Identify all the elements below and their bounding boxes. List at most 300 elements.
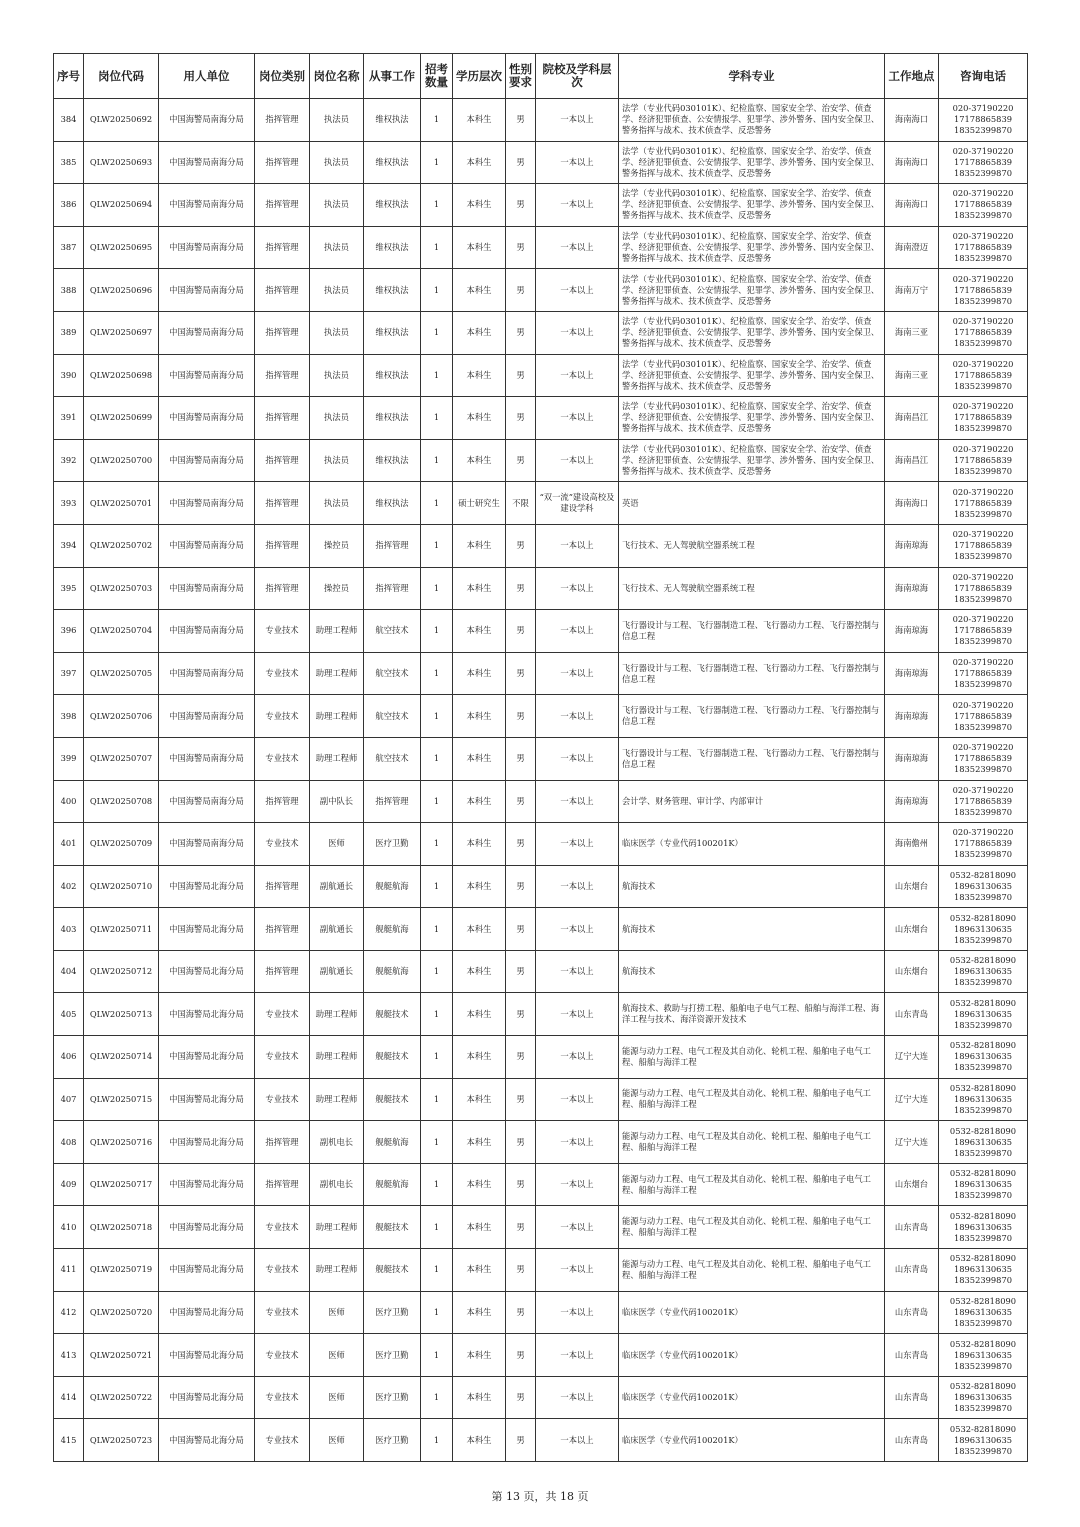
cell-seq: 403 [54,908,84,951]
cell-major: 飞行器设计与工程、飞行器制造工程、飞行器动力工程、飞行器控制与信息工程 [619,610,885,653]
cell-location: 海南琼海 [885,780,939,823]
cell-seq: 394 [54,524,84,567]
cell-phone: 0532-82818090 18963130635 18352399870 [939,1376,1028,1419]
cell-phone: 0532-82818090 18963130635 18352399870 [939,1334,1028,1377]
col-header-education: 学历层次 [453,54,506,99]
cell-seq: 387 [54,226,84,269]
cell-position-name: 操控员 [310,524,364,567]
cell-seq: 410 [54,1206,84,1249]
cell-position-name: 执法员 [310,482,364,525]
cell-employer: 中国海警局南海分局 [159,439,255,482]
cell-work: 维权执法 [364,311,421,354]
table-row [54,865,1028,908]
cell-position-category: 专业技术 [255,993,310,1036]
cell-major: 飞行技术、无人驾驶航空器系统工程 [619,524,885,567]
cell-position-category: 专业技术 [255,1376,310,1419]
cell-position-category: 指挥管理 [255,439,310,482]
cell-position-category: 专业技术 [255,737,310,780]
cell-work: 指挥管理 [364,567,421,610]
cell-position-category: 指挥管理 [255,311,310,354]
cell-school-level: 一本以上 [536,993,619,1036]
cell-education: 本科生 [453,226,506,269]
cell-gender: 男 [506,1036,536,1079]
table-row [54,1163,1028,1206]
table-row [54,1078,1028,1121]
cell-gender: 男 [506,397,536,440]
cell-major: 能源与动力工程、电气工程及其自动化、轮机工程、船舶电子电气工程、船舶与海洋工程 [619,1249,885,1292]
cell-location: 辽宁大连 [885,1078,939,1121]
cell-work: 维权执法 [364,439,421,482]
col-header-employer: 用人单位 [159,54,255,99]
cell-position-code: QLW20250719 [84,1249,159,1292]
cell-education: 本科生 [453,652,506,695]
cell-school-level: 一本以上 [536,1206,619,1249]
cell-position-name: 助理工程师 [310,993,364,1036]
cell-major: 法学（专业代码030101K）、纪检监察、国家安全学、治安学、侦查学、经济犯罪侦查、公安情报学、犯罪学、涉外警务、国内安全保卫、警务指挥与战术、技术侦查学、反恐警务 [619,99,885,142]
cell-position-code: QLW20250700 [84,439,159,482]
cell-seq: 406 [54,1036,84,1079]
cell-location: 山东青岛 [885,1376,939,1419]
cell-position-code: QLW20250713 [84,993,159,1036]
cell-position-category: 指挥管理 [255,1121,310,1164]
cell-major: 能源与动力工程、电气工程及其自动化、轮机工程、船舶电子电气工程、船舶与海洋工程 [619,1121,885,1164]
table-row [54,950,1028,993]
cell-position-name: 助理工程师 [310,1206,364,1249]
col-header-position-code: 岗位代码 [84,54,159,99]
cell-gender: 男 [506,652,536,695]
cell-phone: 020-37190220 17178865839 18352399870 [939,311,1028,354]
cell-major: 航海技术 [619,950,885,993]
cell-position-name: 副航通长 [310,908,364,951]
cell-quota: 1 [421,99,453,142]
cell-phone: 020-37190220 17178865839 18352399870 [939,695,1028,738]
cell-quota: 1 [421,1249,453,1292]
cell-position-name: 助理工程师 [310,1078,364,1121]
cell-work: 航空技术 [364,695,421,738]
cell-major: 临床医学（专业代码100201K） [619,1419,885,1462]
cell-education: 本科生 [453,737,506,780]
col-header-major: 学科专业 [619,54,885,99]
cell-work: 舰艇技术 [364,1036,421,1079]
table-row [54,354,1028,397]
table-row [54,1036,1028,1079]
cell-education: 本科生 [453,567,506,610]
table-row [54,1334,1028,1377]
cell-education: 本科生 [453,1249,506,1292]
cell-seq: 398 [54,695,84,738]
cell-gender: 男 [506,1249,536,1292]
cell-location: 海南儋州 [885,823,939,866]
cell-quota: 1 [421,226,453,269]
cell-position-name: 医师 [310,1291,364,1334]
cell-seq: 395 [54,567,84,610]
cell-position-code: QLW20250707 [84,737,159,780]
cell-gender: 男 [506,908,536,951]
cell-position-category: 专业技术 [255,1206,310,1249]
cell-position-code: QLW20250709 [84,823,159,866]
cell-gender: 男 [506,1206,536,1249]
cell-seq: 405 [54,993,84,1036]
cell-position-code: QLW20250710 [84,865,159,908]
cell-position-category: 指挥管理 [255,1163,310,1206]
cell-location: 海南琼海 [885,524,939,567]
cell-quota: 1 [421,737,453,780]
cell-position-category: 指挥管理 [255,908,310,951]
cell-position-name: 操控员 [310,567,364,610]
table-row [54,184,1028,227]
cell-location: 海南琼海 [885,737,939,780]
cell-seq: 392 [54,439,84,482]
cell-position-name: 助理工程师 [310,695,364,738]
cell-major: 法学（专业代码030101K）、纪检监察、国家安全学、治安学、侦查学、经济犯罪侦查、公安情报学、犯罪学、涉外警务、国内安全保卫、警务指挥与战术、技术侦查学、反恐警务 [619,397,885,440]
table-row [54,524,1028,567]
cell-seq: 396 [54,610,84,653]
table-row [54,823,1028,866]
cell-position-code: QLW20250716 [84,1121,159,1164]
cell-gender: 男 [506,1078,536,1121]
cell-school-level: 一本以上 [536,1036,619,1079]
cell-gender: 男 [506,354,536,397]
cell-seq: 414 [54,1376,84,1419]
cell-quota: 1 [421,1121,453,1164]
cell-employer: 中国海警局南海分局 [159,780,255,823]
cell-position-code: QLW20250706 [84,695,159,738]
header-row [54,54,1028,99]
cell-position-category: 指挥管理 [255,482,310,525]
cell-gender: 男 [506,439,536,482]
cell-position-category: 专业技术 [255,1334,310,1377]
cell-position-category: 指挥管理 [255,184,310,227]
cell-gender: 男 [506,993,536,1036]
cell-position-name: 执法员 [310,141,364,184]
table-row [54,610,1028,653]
cell-employer: 中国海警局南海分局 [159,311,255,354]
cell-major: 会计学、财务管理、审计学、内部审计 [619,780,885,823]
cell-work: 舰艇航海 [364,1163,421,1206]
cell-employer: 中国海警局南海分局 [159,567,255,610]
cell-position-code: QLW20250694 [84,184,159,227]
cell-position-code: QLW20250720 [84,1291,159,1334]
cell-location: 海南澄迈 [885,226,939,269]
cell-school-level: 一本以上 [536,1078,619,1121]
cell-seq: 413 [54,1334,84,1377]
cell-employer: 中国海警局南海分局 [159,226,255,269]
table-row [54,1419,1028,1462]
cell-phone: 020-37190220 17178865839 18352399870 [939,567,1028,610]
cell-education: 本科生 [453,1036,506,1079]
cell-location: 山东青岛 [885,993,939,1036]
cell-position-code: QLW20250703 [84,567,159,610]
cell-school-level: “双一流”建设高校及建设学科 [536,482,619,525]
table-row [54,1121,1028,1164]
cell-quota: 1 [421,524,453,567]
cell-position-category: 指挥管理 [255,780,310,823]
table-row [54,99,1028,142]
cell-work: 舰艇航海 [364,1121,421,1164]
cell-school-level: 一本以上 [536,311,619,354]
cell-education: 本科生 [453,823,506,866]
table-row [54,439,1028,482]
cell-school-level: 一本以上 [536,823,619,866]
cell-employer: 中国海警局南海分局 [159,695,255,738]
cell-location: 山东青岛 [885,1419,939,1462]
cell-quota: 1 [421,695,453,738]
cell-position-name: 执法员 [310,99,364,142]
cell-work: 维权执法 [364,269,421,312]
cell-school-level: 一本以上 [536,226,619,269]
cell-education: 本科生 [453,1163,506,1206]
col-header-gender: 性别要求 [506,54,536,99]
cell-location: 海南海口 [885,99,939,142]
cell-phone: 020-37190220 17178865839 18352399870 [939,823,1028,866]
cell-phone: 0532-82818090 18963130635 18352399870 [939,908,1028,951]
cell-phone: 0532-82818090 18963130635 18352399870 [939,950,1028,993]
col-header-position-category: 岗位类别 [255,54,310,99]
cell-employer: 中国海警局北海分局 [159,1249,255,1292]
recruitment-table [53,53,1028,1462]
cell-major: 能源与动力工程、电气工程及其自动化、轮机工程、船舶电子电气工程、船舶与海洋工程 [619,1036,885,1079]
cell-major: 法学（专业代码030101K）、纪检监察、国家安全学、治安学、侦查学、经济犯罪侦查、公安情报学、犯罪学、涉外警务、国内安全保卫、警务指挥与战术、技术侦查学、反恐警务 [619,269,885,312]
cell-work: 指挥管理 [364,780,421,823]
cell-major: 法学（专业代码030101K）、纪检监察、国家安全学、治安学、侦查学、经济犯罪侦查、公安情报学、犯罪学、涉外警务、国内安全保卫、警务指挥与战术、技术侦查学、反恐警务 [619,439,885,482]
cell-position-code: QLW20250695 [84,226,159,269]
cell-major: 能源与动力工程、电气工程及其自动化、轮机工程、船舶电子电气工程、船舶与海洋工程 [619,1206,885,1249]
cell-education: 本科生 [453,524,506,567]
cell-school-level: 一本以上 [536,269,619,312]
cell-school-level: 一本以上 [536,737,619,780]
cell-seq: 415 [54,1419,84,1462]
cell-work: 医疗卫勤 [364,823,421,866]
cell-quota: 1 [421,1334,453,1377]
cell-position-code: QLW20250692 [84,99,159,142]
table-row [54,226,1028,269]
cell-education: 本科生 [453,1291,506,1334]
cell-employer: 中国海警局南海分局 [159,524,255,567]
cell-employer: 中国海警局南海分局 [159,141,255,184]
cell-position-name: 助理工程师 [310,652,364,695]
cell-education: 本科生 [453,439,506,482]
cell-quota: 1 [421,1419,453,1462]
cell-position-code: QLW20250722 [84,1376,159,1419]
cell-phone: 0532-82818090 18963130635 18352399870 [939,1249,1028,1292]
cell-major: 航海技术 [619,865,885,908]
cell-quota: 1 [421,610,453,653]
cell-location: 山东烟台 [885,1163,939,1206]
cell-quota: 1 [421,269,453,312]
cell-work: 舰艇技术 [364,1078,421,1121]
cell-phone: 020-37190220 17178865839 18352399870 [939,439,1028,482]
cell-quota: 1 [421,1376,453,1419]
table-row [54,652,1028,695]
cell-quota: 1 [421,1291,453,1334]
cell-quota: 1 [421,950,453,993]
cell-position-category: 指挥管理 [255,226,310,269]
cell-position-category: 指挥管理 [255,865,310,908]
cell-employer: 中国海警局北海分局 [159,993,255,1036]
cell-employer: 中国海警局南海分局 [159,354,255,397]
cell-work: 舰艇航海 [364,908,421,951]
cell-work: 舰艇航海 [364,950,421,993]
table-row [54,567,1028,610]
cell-school-level: 一本以上 [536,439,619,482]
cell-position-code: QLW20250701 [84,482,159,525]
cell-major: 航海技术、救助与打捞工程、船舶电子电气工程、船舶与海洋工程、海洋工程与技术、海洋资源开发技术 [619,993,885,1036]
cell-employer: 中国海警局南海分局 [159,482,255,525]
cell-position-name: 执法员 [310,354,364,397]
cell-employer: 中国海警局北海分局 [159,1291,255,1334]
table-row [54,908,1028,951]
cell-gender: 男 [506,141,536,184]
table-row [54,1206,1028,1249]
cell-employer: 中国海警局北海分局 [159,1078,255,1121]
cell-employer: 中国海警局北海分局 [159,908,255,951]
cell-seq: 385 [54,141,84,184]
cell-phone: 020-37190220 17178865839 18352399870 [939,184,1028,227]
cell-position-name: 助理工程师 [310,1036,364,1079]
cell-school-level: 一本以上 [536,397,619,440]
cell-location: 山东青岛 [885,1291,939,1334]
cell-seq: 393 [54,482,84,525]
cell-location: 山东青岛 [885,1249,939,1292]
cell-major: 临床医学（专业代码100201K） [619,1334,885,1377]
cell-position-name: 医师 [310,1376,364,1419]
cell-position-category: 专业技术 [255,1291,310,1334]
cell-location: 海南海口 [885,482,939,525]
cell-position-code: QLW20250717 [84,1163,159,1206]
cell-gender: 男 [506,269,536,312]
cell-quota: 1 [421,184,453,227]
cell-work: 医疗卫勤 [364,1334,421,1377]
cell-work: 维权执法 [364,184,421,227]
cell-seq: 409 [54,1163,84,1206]
cell-position-code: QLW20250693 [84,141,159,184]
cell-position-code: QLW20250711 [84,908,159,951]
cell-major: 飞行器设计与工程、飞行器制造工程、飞行器动力工程、飞行器控制与信息工程 [619,695,885,738]
cell-education: 硕士研究生 [453,482,506,525]
cell-gender: 男 [506,950,536,993]
cell-school-level: 一本以上 [536,1291,619,1334]
cell-quota: 1 [421,652,453,695]
cell-position-code: QLW20250697 [84,311,159,354]
cell-position-name: 医师 [310,1419,364,1462]
cell-school-level: 一本以上 [536,567,619,610]
cell-phone: 020-37190220 17178865839 18352399870 [939,99,1028,142]
cell-gender: 男 [506,567,536,610]
cell-position-name: 执法员 [310,397,364,440]
cell-employer: 中国海警局南海分局 [159,652,255,695]
table-body [54,99,1028,1462]
cell-work: 舰艇技术 [364,1206,421,1249]
cell-employer: 中国海警局南海分局 [159,823,255,866]
cell-phone: 020-37190220 17178865839 18352399870 [939,226,1028,269]
cell-education: 本科生 [453,908,506,951]
table-row [54,737,1028,780]
cell-education: 本科生 [453,1419,506,1462]
cell-location: 海南三亚 [885,311,939,354]
cell-work: 维权执法 [364,354,421,397]
cell-quota: 1 [421,482,453,525]
cell-major: 能源与动力工程、电气工程及其自动化、轮机工程、船舶电子电气工程、船舶与海洋工程 [619,1078,885,1121]
cell-position-code: QLW20250721 [84,1334,159,1377]
cell-phone: 020-37190220 17178865839 18352399870 [939,269,1028,312]
cell-employer: 中国海警局南海分局 [159,99,255,142]
cell-quota: 1 [421,567,453,610]
cell-phone: 020-37190220 17178865839 18352399870 [939,610,1028,653]
cell-position-category: 指挥管理 [255,567,310,610]
cell-quota: 1 [421,1036,453,1079]
cell-education: 本科生 [453,610,506,653]
cell-major: 英语 [619,482,885,525]
table-row [54,311,1028,354]
cell-gender: 男 [506,226,536,269]
cell-employer: 中国海警局北海分局 [159,1163,255,1206]
cell-school-level: 一本以上 [536,950,619,993]
cell-major: 法学（专业代码030101K）、纪检监察、国家安全学、治安学、侦查学、经济犯罪侦查、公安情报学、犯罪学、涉外警务、国内安全保卫、警务指挥与战术、技术侦查学、反恐警务 [619,311,885,354]
cell-location: 辽宁大连 [885,1121,939,1164]
table-row [54,780,1028,823]
cell-location: 山东烟台 [885,865,939,908]
col-header-seq: 序号 [54,54,84,99]
cell-position-name: 助理工程师 [310,610,364,653]
cell-gender: 男 [506,1334,536,1377]
cell-school-level: 一本以上 [536,1121,619,1164]
cell-position-name: 副中队长 [310,780,364,823]
cell-school-level: 一本以上 [536,524,619,567]
cell-phone: 0532-82818090 18963130635 18352399870 [939,1078,1028,1121]
cell-employer: 中国海警局北海分局 [159,1419,255,1462]
cell-seq: 391 [54,397,84,440]
cell-gender: 男 [506,737,536,780]
table-row [54,397,1028,440]
cell-phone: 020-37190220 17178865839 18352399870 [939,354,1028,397]
cell-quota: 1 [421,1206,453,1249]
cell-position-category: 指挥管理 [255,99,310,142]
cell-position-name: 执法员 [310,439,364,482]
cell-seq: 384 [54,99,84,142]
cell-education: 本科生 [453,1334,506,1377]
cell-location: 山东烟台 [885,908,939,951]
cell-seq: 399 [54,737,84,780]
cell-school-level: 一本以上 [536,141,619,184]
cell-location: 海南昌江 [885,439,939,482]
table-row [54,1291,1028,1334]
cell-school-level: 一本以上 [536,610,619,653]
cell-gender: 男 [506,780,536,823]
cell-position-category: 专业技术 [255,610,310,653]
col-header-position-name: 岗位名称 [310,54,364,99]
cell-seq: 388 [54,269,84,312]
cell-seq: 407 [54,1078,84,1121]
cell-position-name: 执法员 [310,269,364,312]
cell-gender: 男 [506,1376,536,1419]
cell-education: 本科生 [453,1376,506,1419]
cell-seq: 389 [54,311,84,354]
cell-gender: 男 [506,610,536,653]
cell-gender: 男 [506,695,536,738]
cell-position-name: 执法员 [310,311,364,354]
cell-phone: 0532-82818090 18963130635 18352399870 [939,865,1028,908]
cell-seq: 401 [54,823,84,866]
cell-location: 辽宁大连 [885,1036,939,1079]
cell-school-level: 一本以上 [536,652,619,695]
cell-gender: 男 [506,1163,536,1206]
cell-school-level: 一本以上 [536,1249,619,1292]
cell-seq: 411 [54,1249,84,1292]
table-row [54,1249,1028,1292]
cell-phone: 020-37190220 17178865839 18352399870 [939,524,1028,567]
cell-major: 航海技术 [619,908,885,951]
cell-phone: 0532-82818090 18963130635 18352399870 [939,1121,1028,1164]
